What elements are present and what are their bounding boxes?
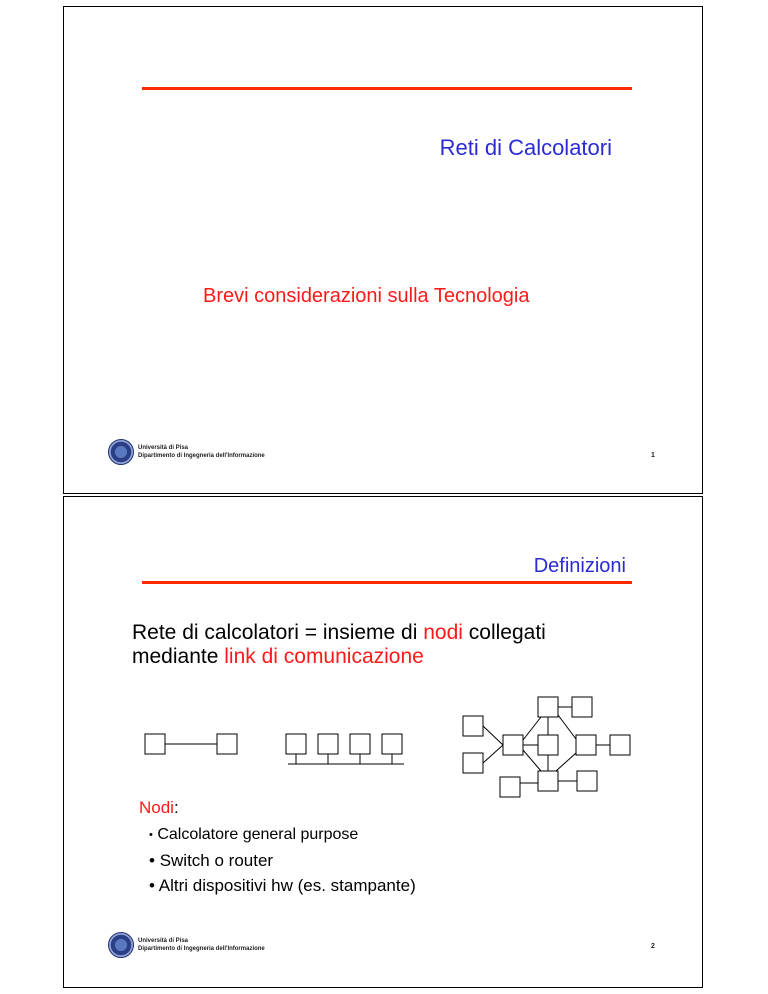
node-box — [382, 734, 402, 754]
slide-subtitle: Brevi considerazioni sulla Tecnologia — [203, 285, 530, 307]
slide-1 — [63, 6, 703, 494]
node-box — [538, 771, 558, 791]
definition-nodi: nodi — [423, 621, 463, 644]
slide-2 — [63, 496, 703, 988]
node-box — [503, 735, 523, 755]
link-line — [556, 753, 576, 771]
node-box — [145, 734, 165, 754]
node-box — [463, 716, 483, 736]
slide-title: Definizioni — [533, 555, 626, 577]
definition-text-3: mediante — [132, 645, 225, 668]
bullet-marker: • — [149, 829, 153, 841]
bullet-item-2 — [149, 851, 273, 871]
definition-text-2: collegati — [462, 621, 546, 644]
university-logo — [108, 439, 134, 465]
footer-institution — [138, 937, 265, 953]
bullet-item-1 — [149, 826, 358, 844]
title-rule — [142, 87, 632, 90]
node-box — [463, 753, 483, 773]
footer-institution — [138, 444, 265, 460]
footer-line-1: Università di Pisa — [138, 445, 189, 451]
page-number: 2 — [651, 943, 655, 950]
node-box — [217, 734, 237, 754]
node-box — [577, 771, 597, 791]
node-box — [572, 697, 592, 717]
node-box — [350, 734, 370, 754]
nodi-label: Nodi — [139, 798, 174, 817]
nodi-colon: : — [173, 798, 179, 817]
node-box — [610, 735, 630, 755]
node-box — [286, 734, 306, 754]
link-line — [558, 715, 576, 739]
bullet-marker: • — [149, 876, 155, 895]
page-number: 1 — [651, 452, 655, 459]
bullet-text-1: Calcolatore general purpose — [157, 826, 359, 843]
footer-line-2: Dipartimento di Ingegneria dell'Informazione — [138, 946, 265, 952]
bullet-item-3 — [149, 876, 416, 896]
network-diagram — [64, 497, 702, 987]
node-box — [576, 735, 596, 755]
node-box — [538, 735, 558, 755]
slide-title: Reti di Calcolatori — [439, 135, 612, 160]
bullet-text-3: Altri dispositivi hw (es. stampante) — [158, 876, 416, 895]
link-line — [483, 726, 503, 745]
footer-line-2: Dipartimento di Ingegneria dell'Informazione — [138, 453, 265, 459]
node-box — [500, 777, 520, 797]
footer-line-1: Università di Pisa — [138, 938, 189, 944]
university-logo — [108, 932, 134, 958]
definition-text-1: Rete di calcolatori = insieme di — [132, 621, 424, 644]
link-line — [483, 745, 503, 763]
bullet-marker: • — [149, 851, 155, 870]
bullet-text-2: Switch o router — [159, 851, 274, 870]
node-box — [318, 734, 338, 754]
node-box — [538, 697, 558, 717]
definition-link: link di comunicazione — [224, 645, 424, 668]
nodi-heading — [139, 798, 179, 818]
